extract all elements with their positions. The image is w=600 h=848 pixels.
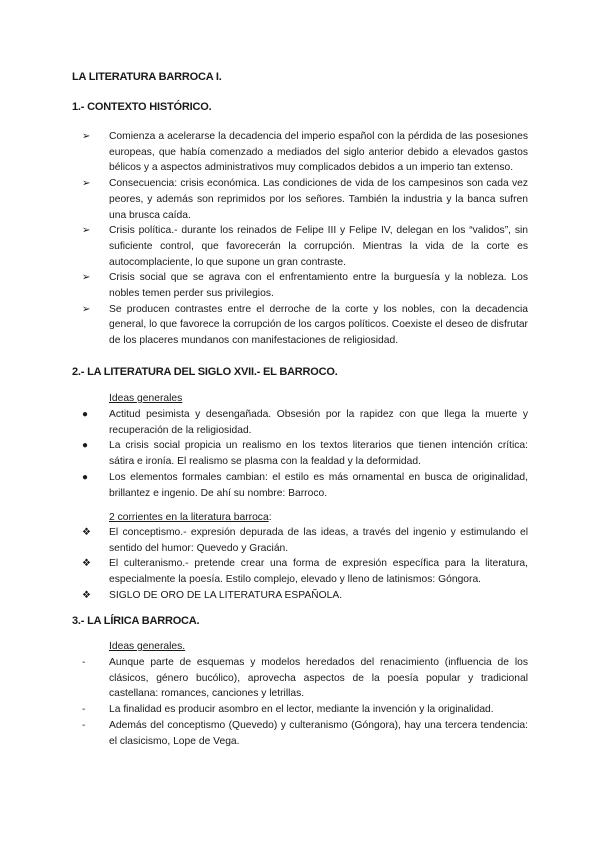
dash-bullet-icon: - bbox=[82, 657, 86, 668]
list-item: ➢ Comienza a acelerarse la decadencia del imperio español con la pérdida de las posesiones europeas, que había comenzado a mediados del siglo anterior debido a elevados gastos bélicos y a aspectos administrativos muy complicados debidos a un imperio tan extenso. bbox=[82, 129, 528, 176]
arrow-bullet-icon: ➢ bbox=[82, 272, 91, 284]
list-item: ➢ Crisis política.- durante los reinados de Felipe III y Felipe IV, delegan en los “validos”, sin suficiente control, que favorecerán la corrupción. Mientras la vida de la corte es autocomplaciente, lo que supone un gran contraste. bbox=[82, 223, 528, 270]
arrow-bullet-icon: ➢ bbox=[82, 225, 91, 237]
list-item: ❖ El culteranismo.- pretende crear una forma de expresión específica para la literatura, especialmente la poesía. Estilo complejo, elevado y lleno de latinismos: Góngora. bbox=[82, 556, 528, 587]
diamond-bullet-icon: ❖ bbox=[82, 589, 91, 601]
dash-bullet-icon: - bbox=[82, 704, 86, 716]
section-2-ideas-list bbox=[82, 407, 528, 501]
diamond-bullet-icon: ❖ bbox=[82, 558, 91, 570]
section-1-heading: 1.- CONTEXTO HISTÓRICO. bbox=[72, 101, 212, 113]
list-item: ➢ Crisis social que se agrava con el enfrentamiento entre la burguesía y la nobleza. Los nobles temen perder sus privilegios. bbox=[82, 270, 528, 301]
corrientes-label: 2 corrientes en la literatura barroca: bbox=[109, 512, 272, 523]
section-2-corrientes-list bbox=[82, 525, 528, 604]
list-item: ● La crisis social propicia un realismo en los textos literarios que tienen intención crítica: sátira e ironía. El realismo se plasma con la fealdad y la deformidad. bbox=[82, 438, 528, 469]
dot-bullet-icon: ● bbox=[82, 440, 89, 452]
list-item: ➢ Consecuencia: crisis económica. Las condiciones de vida de los campesinos son cada vez peores, y además son reprimidos por los señores. También la industria y la banca sufren una brusca caída. bbox=[82, 176, 528, 223]
section-3-heading: 3.- LA LÍRICA BARROCA. bbox=[72, 615, 200, 627]
arrow-bullet-icon: ➢ bbox=[82, 178, 91, 190]
list-item: ❖ SIGLO DE ORO DE LA LITERATURA ESPAÑOLA. bbox=[82, 588, 528, 604]
list-item: - La finalidad es producir asombro en el lector, mediante la invención y la originalidad. bbox=[82, 702, 528, 718]
dot-bullet-icon: ● bbox=[82, 471, 89, 483]
section-2-heading: 2.- LA LITERATURA DEL SIGLO XVII.- EL BARROCO. bbox=[72, 366, 338, 378]
document-title: LA LITERATURA BARROCA I. bbox=[72, 71, 222, 83]
ideas-generales-label: Ideas generales bbox=[109, 393, 183, 404]
section-3-list bbox=[82, 655, 528, 749]
arrow-bullet-icon: ➢ bbox=[82, 131, 91, 142]
dash-bullet-icon: - bbox=[82, 719, 86, 731]
dot-bullet-icon: ● bbox=[82, 409, 89, 420]
list-item: ➢ Se producen contrastes entre el derroche de la corte y los nobles, con la decadencia general, lo que favorece la corrupción de los cargos políticos. Coexiste el deseo de disfrutar de los placeres mundanos con manifestaciones de religiosidad. bbox=[82, 302, 528, 349]
list-item: ● Actitud pesimista y desengañada. Obsesión por la rapidez con que llega la muerte y recuperación de la religiosidad. bbox=[82, 407, 528, 438]
arrow-bullet-icon: ➢ bbox=[82, 303, 91, 315]
section-1-list bbox=[82, 129, 528, 349]
ideas-generales-3-label: Ideas generales. bbox=[109, 641, 186, 652]
list-item: ❖ El conceptismo.- expresión depurada de las ideas, a través del ingenio y estimulando el sentido del humor: Quevedo y Gracián. bbox=[82, 525, 528, 556]
list-item: - Aunque parte de esquemas y modelos heredados del renacimiento (influencia de los clásicos, género bucólico), aprovecha aspectos de la poesía popular y tradicional castellana: romances, canciones y letrillas. bbox=[82, 655, 528, 702]
list-item: ● Los elementos formales cambian: el estilo es más ornamental en busca de originalidad, brillantez e ingenio. De ahí su nombre: Barroco. bbox=[82, 470, 528, 501]
diamond-bullet-icon: ❖ bbox=[82, 527, 91, 538]
list-item: - Además del conceptismo (Quevedo) y culteranismo (Góngora), hay una tercera tendencia: el clasicismo, Lope de Vega. bbox=[82, 718, 528, 749]
